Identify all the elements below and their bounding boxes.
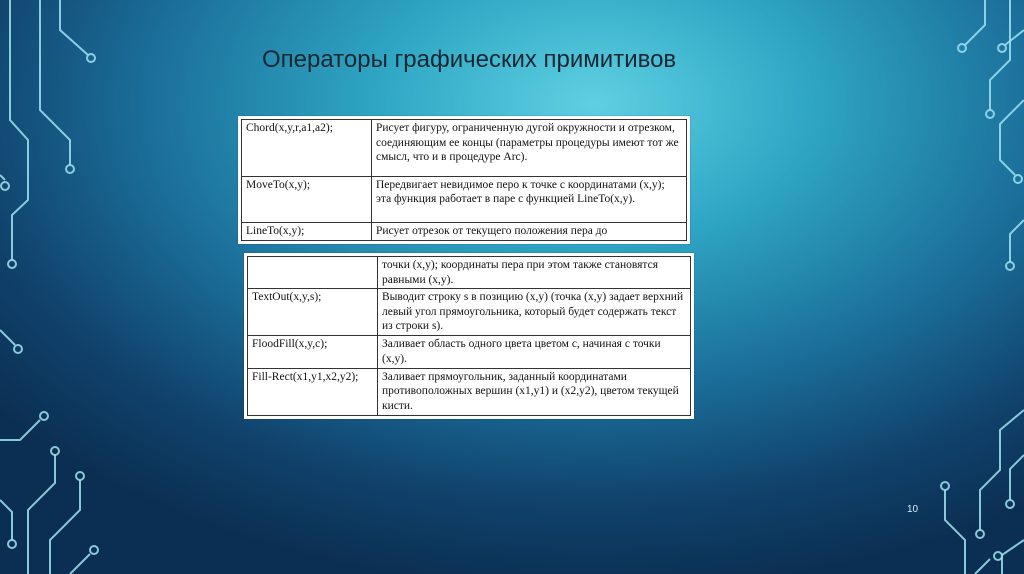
table-row <box>242 176 687 223</box>
function-name-cell: LineTo(x,y); <box>242 223 372 241</box>
table-row <box>242 120 687 177</box>
function-description-cell: Заливает прямоугольник, заданный координатами противоположных вершин (x1,y1) и (x2,y2), цветом текущей кисти. <box>378 368 691 415</box>
function-description-cell: точки (x,y); координаты пера при этом также становятся равными (x,y). <box>378 257 691 289</box>
table-row <box>248 368 691 415</box>
function-description-cell: Рисует фигуру, ограниченную дугой окружности и отрезком, соединяющим ее концы (параметры процедуры имеют тот же смысл, что и в процедуре Arc). <box>372 120 687 177</box>
function-name-cell: MoveTo(x,y); <box>242 176 372 223</box>
functions-table-2 <box>247 256 691 416</box>
function-name-cell: FloodFill(x,y,c); <box>248 336 378 368</box>
function-name-cell: TextOut(x,y,s); <box>248 289 378 336</box>
table-row <box>248 289 691 336</box>
function-description-cell: Рисует отрезок от текущего положения пера до <box>372 223 687 241</box>
slide-number: 10 <box>907 504 919 515</box>
functions-table-1 <box>241 119 687 241</box>
table-row <box>242 223 687 241</box>
function-description-cell: Заливает область одного цвета цветом c, начиная с точки (x,y). <box>378 336 691 368</box>
table-part-2 <box>244 253 694 419</box>
function-name-cell: Chord(x,y,r,a1,a2); <box>242 120 372 177</box>
function-description-cell: Выводит строку s в позицию (x,y) (точка (x,y) задает верхний левый угол прямоугольника, который будет содержать текст из строки s). <box>378 289 691 336</box>
table-part-1 <box>238 116 690 244</box>
slide-title: Операторы графических примитивов <box>262 46 677 73</box>
table-row <box>248 257 691 289</box>
function-name-cell <box>248 257 378 289</box>
table-row <box>248 336 691 368</box>
function-description-cell: Передвигает невидимое перо к точке с координатами (x,y); эта функция работает в паре с функцией LineTo(x,y). <box>372 176 687 223</box>
function-name-cell: Fill-Rect(x1,y1,x2,y2); <box>248 368 378 415</box>
